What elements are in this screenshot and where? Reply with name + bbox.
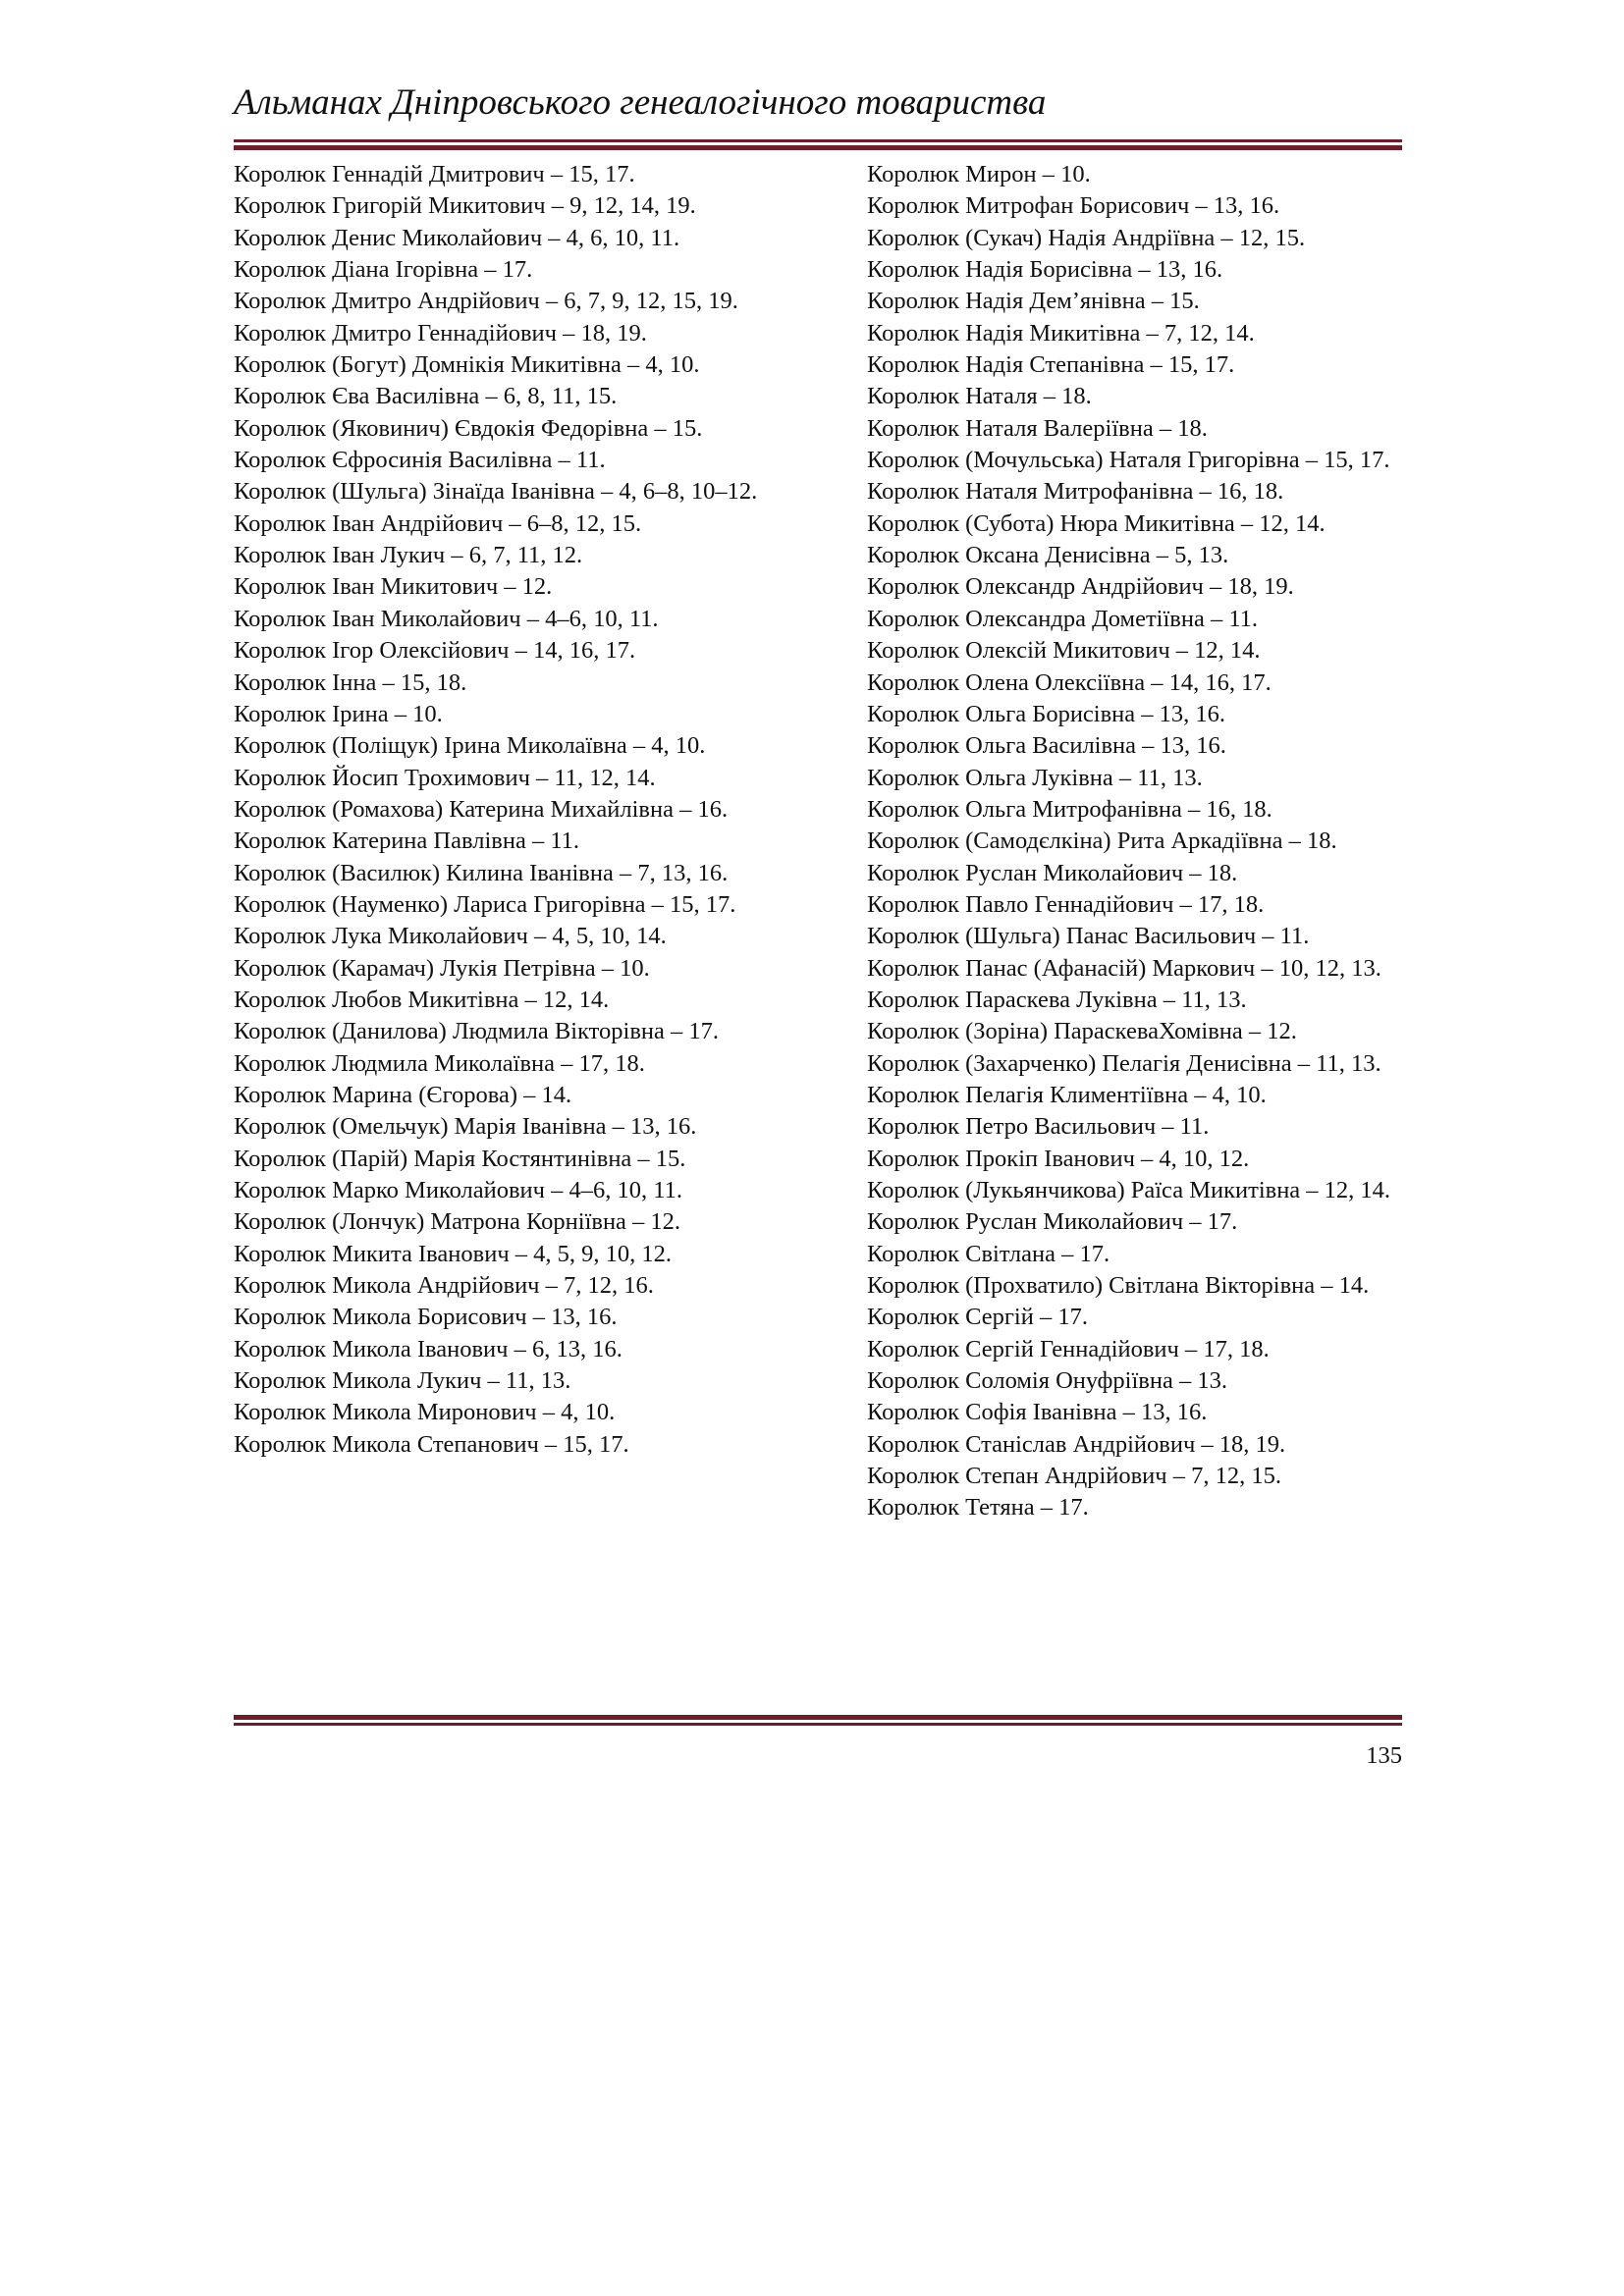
index-entry: Королюк Іван Лукич – 6, 7, 11, 12.: [234, 542, 583, 569]
index-entry: Королюк Микола Лукич – 11, 13.: [234, 1367, 571, 1395]
index-entry: Королюк Іван Андрійович – 6–8, 12, 15.: [234, 509, 642, 537]
index-entry: Королюк (Самодєлкіна) Рита Аркадіївна – 18.: [867, 828, 1337, 855]
footer-rule: [234, 1715, 1402, 1726]
index-entry: Королюк Дмитро Геннадійович – 18, 19.: [234, 319, 647, 347]
index-entry: Королюк (Богут) Домнікія Микитівна – 4, 10.: [234, 351, 700, 379]
index-entry: Королюк Надія Дем’янівна – 15.: [867, 288, 1200, 315]
index-entry: Королюк Ольга Василівна – 13, 16.: [867, 732, 1226, 760]
index-entry: Королюк (Лончук) Матрона Корніївна – 12.: [234, 1208, 681, 1236]
footer-rule-thin-line: [234, 1723, 1402, 1726]
index-entry: Королюк Руслан Миколайович – 17.: [867, 1208, 1238, 1236]
index-entry: Королюк (Поліщук) Ірина Миколаївна – 4, 10.: [234, 732, 706, 760]
index-entry: Королюк Микола Андрійович – 7, 12, 16.: [234, 1272, 654, 1300]
index-entry: Королюк (Прохватило) Світлана Вікторівна – 14.: [867, 1272, 1370, 1300]
index-entry: Королюк Катерина Павлівна – 11.: [234, 828, 580, 855]
index-entry: Королюк Надія Степанівна – 15, 17.: [867, 351, 1235, 379]
header-rule-thick-line: [234, 145, 1402, 150]
index-entry: Королюк Надія Микитівна – 7, 12, 14.: [867, 319, 1255, 347]
index-entry: Королюк Пелагія Климентіївна – 4, 10.: [867, 1081, 1267, 1108]
index-entry: Королюк Микола Борисович – 13, 16.: [234, 1304, 618, 1331]
index-entry: Королюк Єфросинія Василівна – 11.: [234, 447, 606, 474]
index-entry: Королюк (Карамач) Лукія Петрівна – 10.: [234, 954, 650, 982]
index-entry: Королюк Станіслав Андрійович – 18, 19.: [867, 1430, 1286, 1458]
index-entry: Королюк (Омельчук) Марія Іванівна – 13, 16.: [234, 1113, 697, 1141]
index-entry: Королюк Надія Борисівна – 13, 16.: [867, 256, 1223, 284]
index-entry: Королюк Ірина – 10.: [234, 700, 443, 727]
index-entry: Королюк Сергій – 17.: [867, 1304, 1088, 1331]
index-entry: Королюк Параскева Луківна – 11, 13.: [867, 986, 1247, 1013]
index-entry: Королюк Тетяна – 17.: [867, 1494, 1089, 1522]
index-entry: Королюк (Ромахова) Катерина Михайлівна – 16.: [234, 795, 729, 823]
index-entry: Королюк Йосип Трохимович – 11, 12, 14.: [234, 764, 656, 791]
index-entry: Королюк Микола Іванович – 6, 13, 16.: [234, 1335, 623, 1362]
index-entry: Королюк Наталя Валеріївна – 18.: [867, 414, 1208, 442]
index-entry: Королюк Марко Миколайович – 4–6, 10, 11.: [234, 1177, 682, 1203]
page-number: 135: [1366, 1742, 1402, 1769]
index-entry: Королюк Павло Геннадійович – 17, 18.: [867, 890, 1265, 918]
index-entry: Королюк (Лукьянчикова) Раїса Микитівна – 12, 14.: [867, 1177, 1391, 1203]
index-entry: Королюк (Зоріна) ПараскеваХомівна – 12.: [867, 1018, 1297, 1045]
index-entry: Королюк Дмитро Андрійович – 6, 7, 9, 12, 15, 19.: [234, 288, 738, 315]
index-entry: Королюк (Данилова) Людмила Вікторівна – 17.: [234, 1018, 720, 1045]
index-entry: Королюк Інна – 15, 18.: [234, 668, 467, 696]
index-entry: Королюк Ігор Олексійович – 14, 16, 17.: [234, 637, 636, 665]
index-entry: Королюк Денис Миколайович – 4, 6, 10, 11.: [234, 224, 680, 251]
index-entry: Королюк (Шульга) Панас Васильович – 11.: [867, 923, 1310, 950]
index-entry: Королюк Наталя – 18.: [867, 383, 1092, 410]
index-entry: Королюк (Науменко) Лариса Григорівна – 15, 17.: [234, 890, 736, 918]
index-entry: Королюк Петро Васильович – 11.: [867, 1113, 1210, 1141]
index-entry: Королюк Олександра Дометіївна – 11.: [867, 605, 1259, 632]
header-rule: [234, 139, 1402, 150]
index-entry: Королюк Ольга Луківна – 11, 13.: [867, 764, 1203, 791]
index-entry: Королюк Ольга Митрофанівна – 16, 18.: [867, 795, 1272, 823]
index-entry: Королюк Любов Микитівна – 12, 14.: [234, 986, 610, 1013]
index-entry: Королюк Митрофан Борисович – 13, 16.: [867, 192, 1280, 220]
index-entry: Королюк Олександр Андрійович – 18, 19.: [867, 573, 1294, 601]
index-entry: Королюк (Парій) Марія Костянтинівна – 15.: [234, 1145, 686, 1172]
index-entry: Королюк Діана Ігорівна – 17.: [234, 256, 533, 284]
index-entry: Королюк Оксана Денисівна – 5, 13.: [867, 542, 1229, 569]
index-entry: Королюк Іван Миколайович – 4–6, 10, 11.: [234, 605, 659, 632]
index-entry: Королюк Людмила Миколаївна – 17, 18.: [234, 1049, 645, 1077]
index-entry: Королюк Степан Андрійович – 7, 12, 15.: [867, 1463, 1281, 1490]
index-entry: Королюк Мирон – 10.: [867, 161, 1091, 187]
index-entry: Королюк Геннадій Дмитрович – 15, 17.: [234, 161, 635, 187]
index-entry: Королюк Олена Олексіївна – 14, 16, 17.: [867, 668, 1272, 696]
name-index: [234, 159, 1402, 1710]
index-entry: Королюк Прокіп Іванович – 4, 10, 12.: [867, 1145, 1250, 1172]
index-entry: Королюк Іван Микитович – 12.: [234, 573, 553, 601]
index-entry: Королюк Олексій Микитович – 12, 14.: [867, 637, 1261, 665]
index-entry: Королюк Соломія Онуфріївна – 13.: [867, 1367, 1227, 1395]
page-header-title: Альманах Дніпровського генеалогічного товариства: [234, 82, 1047, 123]
index-entry: Королюк Марина (Єгорова) – 14.: [234, 1081, 572, 1108]
index-entry: Королюк (Василюк) Килина Іванівна – 7, 13, 16.: [234, 859, 729, 886]
index-entry: Королюк Єва Василівна – 6, 8, 11, 15.: [234, 383, 618, 410]
index-entry: Королюк Сергій Геннадійович – 17, 18.: [867, 1335, 1270, 1362]
index-entry: Королюк (Сукач) Надія Андріївна – 12, 15.: [867, 224, 1306, 251]
index-entry: Королюк (Мочульська) Наталя Григорівна – 15, 17.: [867, 447, 1390, 474]
index-entry: Королюк Микола Степанович – 15, 17.: [234, 1430, 629, 1458]
index-entry: Королюк Лука Миколайович – 4, 5, 10, 14.: [234, 923, 667, 950]
index-entry: Королюк (Субота) Нюра Микитівна – 12, 14.: [867, 509, 1326, 537]
index-entry: Королюк Микола Миронович – 4, 10.: [234, 1399, 616, 1426]
index-entry: Королюк Ольга Борисівна – 13, 16.: [867, 700, 1226, 727]
index-column-right: [867, 159, 1402, 1524]
index-entry: Королюк Григорій Микитович – 9, 12, 14, 19.: [234, 192, 696, 220]
index-entry: Королюк (Яковинич) Євдокія Федорівна – 15.: [234, 414, 703, 442]
index-entry: Королюк Наталя Митрофанівна – 16, 18.: [867, 478, 1284, 506]
index-entry: Королюк Панас (Афанасій) Маркович – 10, 12, 13.: [867, 954, 1381, 982]
index-entry: Королюк (Шульга) Зінаїда Іванівна – 4, 6–8, 10–12.: [234, 478, 758, 506]
index-column-left: [234, 159, 769, 1461]
index-entry: Королюк (Захарченко) Пелагія Денисівна – 11, 13.: [867, 1049, 1381, 1077]
index-entry: Королюк Микита Іванович – 4, 5, 9, 10, 12.: [234, 1240, 673, 1267]
index-entry: Королюк Світлана – 17.: [867, 1240, 1110, 1267]
index-entry: Королюк Руслан Миколайович – 18.: [867, 859, 1238, 886]
index-entry: Королюк Софія Іванівна – 13, 16.: [867, 1399, 1208, 1426]
